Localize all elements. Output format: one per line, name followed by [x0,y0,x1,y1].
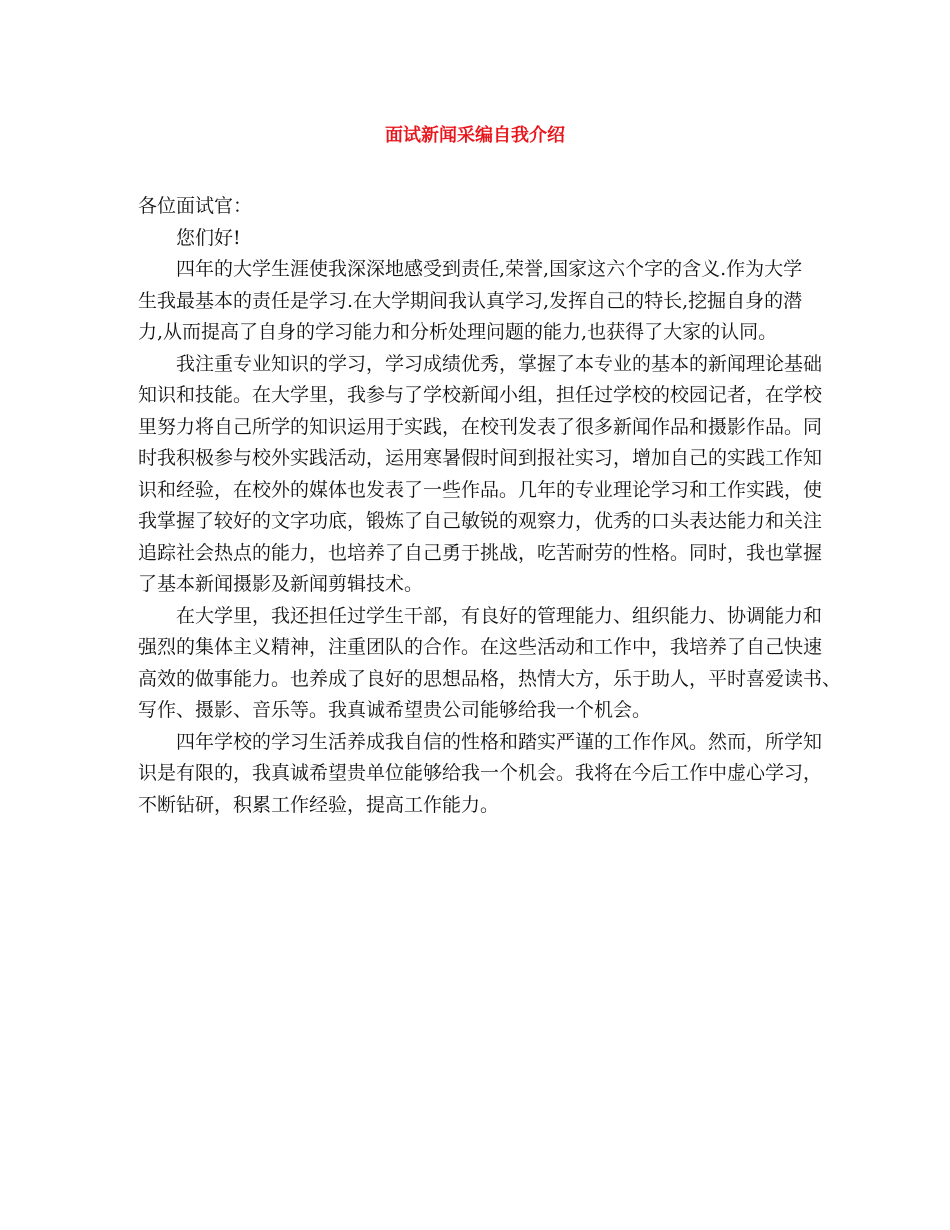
paragraph-line: 了基本新闻摄影及新闻剪辑技术。 [138,573,424,595]
paragraph-2 [138,349,823,601]
paragraph-line: 我注重专业知识的学习，学习成绩优秀，掌握了本专业的基本的新闻理论基础 [176,352,823,375]
document-body [138,191,842,821]
paragraph-line: 里努力将自己所学的知识运用于实践，在校刊发表了很多新闻作品和摄影作品。同 [138,415,823,438]
paragraph-line: 高效的做事能力。也养成了良好的思想品格，热情大方，乐于助人，平时喜爱读书、 [138,667,842,690]
paragraph-4 [138,727,823,822]
paragraph-line: 识和经验，在校外的媒体也发表了一些作品。几年的专业理论学习和工作实践，使 [138,478,823,501]
paragraph-line: 四年的大学生涯使我深深地感受到责任,荣誉,国家这六个字的含义.作为大学 [176,258,803,280]
paragraph-line: 识是有限的，我真诚希望贵单位能够给我一个机会。我将在今后工作中虚心学习， [138,762,823,784]
paragraph-line: 强烈的集体主义精神，注重团队的合作。在这些活动和工作中，我培养了自己快速 [138,636,823,658]
paragraph-3 [138,601,842,727]
paragraph-line: 四年学校的学习生活养成我自信的性格和踏实严谨的工作作风。然而，所学知 [176,730,823,753]
paragraph-line: 在大学里，我还担任过学生干部，有良好的管理能力、组织能力、协调能力和 [176,604,823,627]
paragraph-line: 知识和技能。在大学里，我参与了学校新闻小组，担任过学校的校园记者，在学校 [138,384,823,406]
paragraph-line: 生我最基本的责任是学习.在大学期间我认真学习,发挥自己的特长,挖掘自身的潜 [138,289,803,312]
salutation: 各位面试官： [138,195,253,217]
paragraph-line: 力,从而提高了自身的学习能力和分析处理问题的能力,也获得了大家的认同。 [138,321,778,343]
document-title: 面试新闻采编自我介绍 [385,125,565,146]
paragraph-line: 我掌握了较好的文字功底，锻炼了自己敏锐的观察力，优秀的口头表达能力和关注 [138,510,823,532]
paragraph-line: 写作、摄影、音乐等。我真诚希望贵公司能够给我一个机会。 [138,699,652,721]
greeting: 您们好! [176,226,241,249]
paragraph-line: 追踪社会热点的能力，也培养了自己勇于挑战，吃苦耐劳的性格。同时，我也掌握 [138,541,823,564]
paragraph-1 [138,254,814,349]
paragraph-line: 时我积极参与校外实践活动，运用寒暑假时间到报社实习，增加自己的实践工作知 [138,447,823,469]
paragraph-line: 不断钻研，积累工作经验，提高工作能力。 [138,793,500,816]
